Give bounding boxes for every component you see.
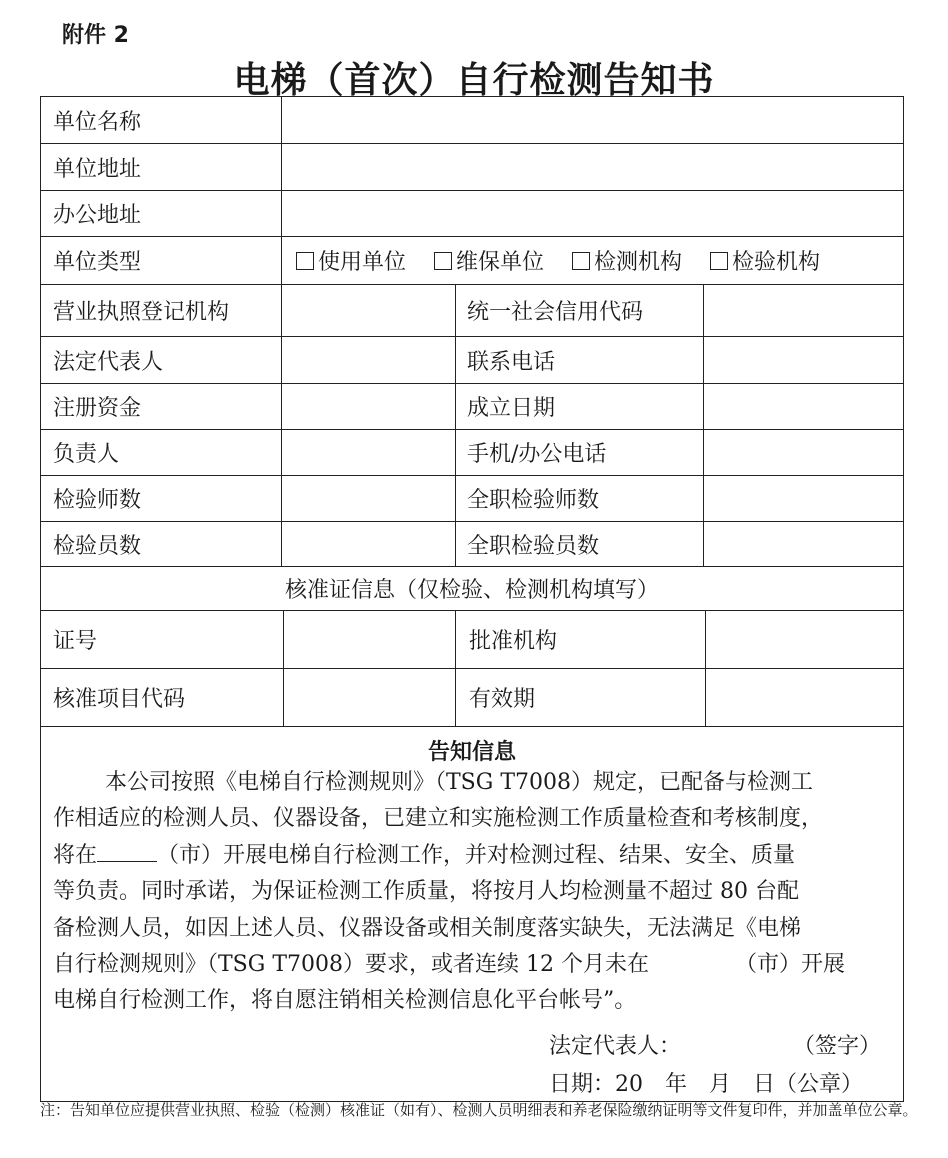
legal-rep-field[interactable] (282, 337, 454, 383)
row-person-in-charge (41, 430, 903, 476)
label-legal-rep: 法定代表人 (53, 349, 164, 375)
label-office-address: 办公地址 (53, 203, 142, 228)
unit-address-field[interactable] (282, 144, 904, 190)
label-mobile-office-phone: 手机/办公电话 (467, 442, 607, 467)
label-credit-code: 统一社会信用代码 (467, 300, 644, 325)
label-examiner-count: 检验员数 (53, 533, 142, 559)
notice-line-2: 作相适应的检测人员、仪器设备，已建立和实施检测工作质量检查和考核制度， (53, 806, 824, 832)
project-code-field[interactable] (284, 669, 454, 726)
cert-number-field[interactable] (284, 611, 454, 668)
validity-field[interactable] (706, 669, 904, 726)
label-validity: 有效期 (469, 687, 536, 712)
notice-section (41, 727, 903, 1101)
date-stamp-line: 日期：20 年 月 日（公章） (549, 1072, 863, 1097)
checkbox-icon[interactable] (572, 252, 590, 270)
label-project-code: 核准项目代码 (53, 687, 186, 712)
examiner-count-field[interactable] (282, 522, 454, 566)
notice-line-3-text: （市）开展电梯自行检测工作，并对检测过程、结果、安全、质量 (157, 842, 796, 868)
row-unit-name (41, 97, 903, 144)
checkbox-icon[interactable] (710, 252, 728, 270)
label-cert-number: 证号 (53, 629, 98, 654)
notification-form (40, 96, 904, 1102)
footnote: 注：告知单位应提供营业执照、检验（检测）核准证（如有）、检测人员明细表和养老保险缴纳证明等文件复印件，并加盖单位公章。 (40, 1101, 918, 1119)
row-office-address (41, 191, 903, 237)
row-examiner-count (41, 522, 903, 567)
label-person-in-charge: 负责人 (53, 442, 120, 467)
label-unit-address: 单位地址 (53, 156, 142, 182)
license-authority-field[interactable] (282, 285, 454, 336)
label-established-date: 成立日期 (467, 396, 556, 421)
checkbox-icon[interactable] (434, 252, 452, 270)
row-cert-number (41, 611, 903, 669)
capital-field[interactable] (282, 384, 454, 429)
notice-title: 告知信息 (427, 740, 516, 765)
label-unit-name: 单位名称 (53, 109, 142, 135)
fulltime-inspector-count-field[interactable] (704, 476, 904, 521)
notice-line-4: 等负责。同时承诺，为保证检测工作质量，将按月人均检测量不超过 80 台配 (53, 879, 799, 905)
established-date-field[interactable] (704, 384, 904, 429)
notice-line-3 (53, 838, 899, 874)
notice-line-3-prefix: 将在 (53, 842, 98, 868)
credit-code-field[interactable] (704, 285, 904, 336)
mobile-office-phone-field[interactable] (704, 430, 904, 475)
notice-line-5: 备检测人员，如因上述人员、仪器设备或相关制度落实缺失，无法满足《电梯 (53, 915, 802, 941)
row-unit-type (41, 237, 903, 285)
row-license-authority (41, 285, 903, 337)
option-inspection-agency[interactable]: 检验机构 (710, 245, 820, 276)
fulltime-examiner-count-field[interactable] (704, 522, 904, 566)
label-license-authority: 营业执照登记机构 (53, 300, 230, 325)
row-unit-address (41, 144, 903, 191)
option-testing-agency[interactable]: 检测机构 (572, 245, 682, 276)
row-cert-heading (41, 567, 903, 611)
signature-note: （签字） (793, 1034, 882, 1059)
notice-line-6-suffix: （市）开展 (734, 951, 845, 977)
legal-rep-sign-label: 法定代表人： (549, 1034, 682, 1059)
person-in-charge-field[interactable] (282, 430, 454, 475)
label-approval-authority: 批准机构 (469, 629, 558, 654)
label-inspector-count: 检验师数 (53, 488, 142, 513)
label-fulltime-inspector-count: 全职检验师数 (467, 488, 600, 513)
notice-line-6-text: 自行检测规则》（TSG T7008）要求，或者连续 12 个月未在 (53, 951, 649, 977)
unit-type-options (296, 237, 848, 284)
checkbox-icon[interactable] (296, 252, 314, 270)
phone-field[interactable] (704, 337, 904, 383)
unit-name-field[interactable] (282, 97, 904, 143)
page-title: 电梯（首次）自行检测告知书 (233, 60, 715, 101)
cert-section-heading: 核准证信息（仅检验、检测机构填写） (284, 578, 659, 603)
office-address-field[interactable] (282, 191, 904, 236)
row-inspector-count (41, 476, 903, 522)
row-legal-rep (41, 337, 903, 384)
row-project-code (41, 669, 903, 727)
notice-body (53, 765, 899, 1020)
row-capital (41, 384, 903, 430)
label-phone: 联系电话 (467, 349, 556, 375)
label-fulltime-examiner-count: 全职检验员数 (467, 533, 600, 559)
label-capital: 注册资金 (53, 396, 142, 421)
city-blank-1[interactable] (97, 840, 157, 862)
notice-line-1: 本公司按照《电梯自行检测规则》（TSG T7008）规定，已配备与检测工 (105, 770, 813, 795)
inspector-count-field[interactable] (282, 476, 454, 521)
option-maintenance-unit[interactable]: 维保单位 (434, 245, 544, 276)
option-user-unit[interactable]: 使用单位 (296, 245, 406, 276)
label-unit-type: 单位类型 (53, 250, 142, 275)
notice-line-6 (53, 947, 899, 983)
approval-authority-field[interactable] (706, 611, 904, 668)
attachment-label: 附件 2 (62, 23, 129, 48)
notice-line-7: 电梯自行检测工作，将自愿注销相关检测信息化平台帐号”。 (53, 988, 637, 1014)
